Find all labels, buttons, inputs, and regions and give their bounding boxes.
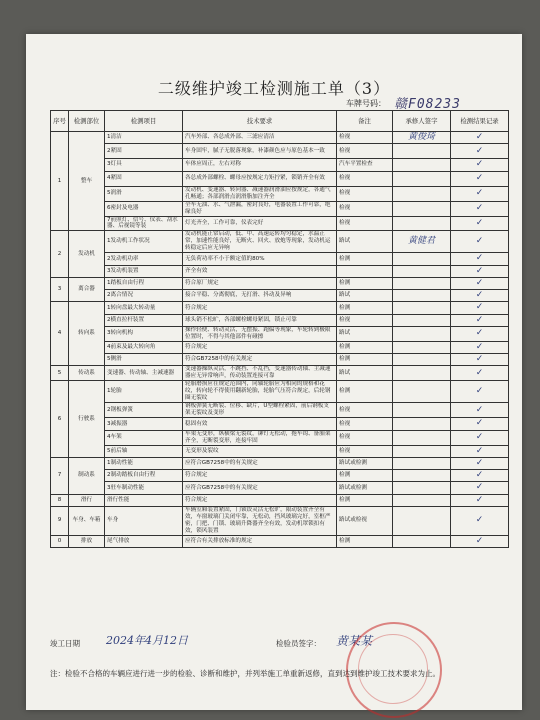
header-no: 序号 — [51, 111, 69, 132]
check-item: 5侧滑 — [105, 354, 183, 366]
table-row — [51, 216, 509, 231]
note: 路试或检视 — [337, 506, 393, 535]
signer-signature — [393, 186, 451, 201]
note: 路试或检测 — [337, 482, 393, 494]
header-requirement: 技术要求 — [183, 111, 337, 132]
table-row — [51, 171, 509, 186]
header-part: 检测部位 — [69, 111, 105, 132]
check-item: 7前照灯、信号、仪表、刮水器、后视镜等装 — [105, 216, 183, 231]
result-check: ✓ — [451, 341, 509, 353]
requirement: 轮胎磨损应在规定范围内，同轴轮胎应为相同的规格和花纹，转向轮不得使用翻新轮胎，轮胎气压符合规定，后轮钢圈无裂纹 — [183, 381, 337, 403]
table-row — [51, 277, 509, 289]
requirement: 符合原厂规定 — [183, 277, 337, 289]
group-number: 2 — [51, 231, 69, 278]
check-item: 1轮胎 — [105, 381, 183, 403]
group-part: 发动机 — [69, 231, 105, 278]
result-check: ✓ — [451, 302, 509, 314]
completion-date-label: 竣工日期 — [50, 639, 80, 648]
note: 检视 — [337, 171, 393, 186]
table-row — [51, 381, 509, 403]
work-order-sheet — [26, 34, 522, 710]
group-part: 离合器 — [69, 277, 105, 302]
result-check: ✓ — [451, 445, 509, 457]
signer-signature — [393, 470, 451, 482]
group-part: 整车 — [69, 132, 105, 231]
check-item: 2横直拉杆装置 — [105, 314, 183, 326]
table-row — [51, 314, 509, 326]
note: 检测 — [337, 253, 393, 265]
requirement: 车辆室厢装置紧固，门锁铰灵活无松旷，限动装置齐全有效，车窗玻璃门关闭牢靠，无松动，挡风玻璃完好，室框严密，门把、门锁、玻璃升降器齐全有效，发动机罩锁扣有效，锁风装置 — [183, 506, 337, 535]
requirement: 接合平稳、分离彻底，无打滑、抖动及异响 — [183, 290, 337, 302]
header-item: 检测项目 — [105, 111, 183, 132]
requirement: 球头销不松旷，各部螺栓螺母紧固，锁止可靠 — [183, 314, 337, 326]
result-check: ✓ — [451, 132, 509, 144]
requirement: 灯光齐全，工作可靠，仪表完好 — [183, 216, 337, 231]
table-row — [51, 403, 509, 418]
requirement: 符合规定 — [183, 302, 337, 314]
check-item: 2离合情况 — [105, 290, 183, 302]
check-item: 1制动性能 — [105, 457, 183, 469]
note: 检视 — [337, 201, 393, 216]
table-row — [51, 430, 509, 445]
inspector-signature: 黄某某 — [336, 634, 373, 648]
check-item: 2钢板弹簧 — [105, 403, 183, 418]
group-part: 行驶系 — [69, 381, 105, 458]
requirement: 全车无油、水、气泄漏，密封良好，电器装置工作可靠，绝缘良好 — [183, 201, 337, 216]
result-check: ✓ — [451, 144, 509, 159]
table-row — [51, 482, 509, 494]
header-result: 检测结果记录 — [451, 111, 509, 132]
result-check: ✓ — [451, 231, 509, 253]
signer-signature — [393, 159, 451, 171]
table-row — [51, 354, 509, 366]
result-check: ✓ — [451, 457, 509, 469]
signer-signature — [393, 341, 451, 353]
signer-signature — [393, 171, 451, 186]
signer-signature — [393, 314, 451, 326]
group-part: 转向系 — [69, 302, 105, 366]
table-row — [51, 506, 509, 535]
signer-signature: 黄俊琦 — [393, 132, 451, 144]
group-number: 5 — [51, 366, 69, 381]
table-row — [51, 341, 509, 353]
note: 路试 — [337, 231, 393, 253]
note: 检视 — [337, 186, 393, 201]
signer-signature — [393, 201, 451, 216]
requirement: 钢板弹簧无断裂、位移、缺片，U型螺栓紧固，前后钢板支架无裂纹及变形 — [183, 403, 337, 418]
check-item: 变速器、传动轴、主减速器 — [105, 366, 183, 381]
signer-signature — [393, 494, 451, 506]
check-item: 2制动踏板自由行程 — [105, 470, 183, 482]
check-item: 3驻车制动性能 — [105, 482, 183, 494]
check-item: 车身 — [105, 506, 183, 535]
signer-signature — [393, 482, 451, 494]
note: 检视 — [337, 445, 393, 457]
requirement: 车体应周正，左右对称 — [183, 159, 337, 171]
signer-signature — [393, 326, 451, 341]
result-check: ✓ — [451, 171, 509, 186]
result-check: ✓ — [451, 253, 509, 265]
check-item: 尾气排放 — [105, 535, 183, 547]
note: 检视 — [337, 216, 393, 231]
table-row — [51, 186, 509, 201]
footer-note: 注：检验不合格的车辆应进行进一步的检验、诊断和维护，并列举施工单重新返修，直到达到维护竣工技术要求为止。 — [50, 669, 440, 678]
signer-signature — [393, 302, 451, 314]
result-check: ✓ — [451, 403, 509, 418]
check-item: 1发动机工作状况 — [105, 231, 183, 253]
check-item: 2发动机功率 — [105, 253, 183, 265]
check-item: 4前束及最大转向角 — [105, 341, 183, 353]
signer-signature — [393, 381, 451, 403]
result-check: ✓ — [451, 470, 509, 482]
header-note: 备注 — [337, 111, 393, 132]
requirement: 无变形及裂纹 — [183, 445, 337, 457]
header-signer: 承修人签字 — [393, 111, 451, 132]
requirement: 符合规定 — [183, 494, 337, 506]
requirement: 变速器操纵灵活，不跳挡、不乱挡，变速器传动轴、主减速器应无异常响声，传动装置连接可靠 — [183, 366, 337, 381]
note: 汽车平置检查 — [337, 159, 393, 171]
plate-number: 赣F08233 — [394, 97, 461, 112]
group-number: 9 — [51, 506, 69, 535]
signer-signature — [393, 290, 451, 302]
requirement: 应符合GB7258中的有关规定 — [183, 457, 337, 469]
requirement: 发动机能正常启动，低、中、高速运转均匀稳定，水温正常，加速性能良好，无断火、回火、放炮等现象，发动机运转稳定后应无异响 — [183, 231, 337, 253]
table-header-row — [51, 111, 509, 132]
signer-signature — [393, 216, 451, 231]
group-number: 4 — [51, 302, 69, 366]
signer-signature — [393, 535, 451, 547]
check-item: 1清洁 — [105, 132, 183, 144]
signer-signature — [393, 418, 451, 430]
table-row — [51, 231, 509, 253]
signer-signature: 黄健君 — [393, 231, 451, 253]
note: 检测 — [337, 341, 393, 353]
check-item: 滑行性能 — [105, 494, 183, 506]
requirement: 车架无变形，纵横梁无裂纹，铆钉无松动，拖车钩、备胎架齐全，无断裂变形，连接牢固 — [183, 430, 337, 445]
note: 检测 — [337, 470, 393, 482]
check-item: 5前后轴 — [105, 445, 183, 457]
note: 路试或检测 — [337, 457, 393, 469]
note: 路试 — [337, 326, 393, 341]
inspector-label: 检验员签字： — [276, 639, 321, 648]
result-check: ✓ — [451, 366, 509, 381]
check-item: 6密封及电器 — [105, 201, 183, 216]
table-row — [51, 159, 509, 171]
table-row — [51, 302, 509, 314]
requirement: 应符合GB7258中的有关规定 — [183, 482, 337, 494]
note: 检测 — [337, 381, 393, 403]
requirement: 无负荷功率不小于额定值的80% — [183, 253, 337, 265]
group-part: 传动系 — [69, 366, 105, 381]
note: 检视 — [337, 418, 393, 430]
requirement: 稳固有效 — [183, 418, 337, 430]
completion-date-value: 2024年4月12日 — [106, 634, 188, 647]
group-part: 制动系 — [69, 457, 105, 494]
note: 检测 — [337, 535, 393, 547]
result-check: ✓ — [451, 159, 509, 171]
requirement: 符合规定 — [183, 470, 337, 482]
note: 检视 — [337, 403, 393, 418]
requirement: 符合GB7258中的有关规定 — [183, 354, 337, 366]
note: 路试 — [337, 290, 393, 302]
note: 检测 — [337, 354, 393, 366]
result-check: ✓ — [451, 535, 509, 547]
check-item: 5润滑 — [105, 186, 183, 201]
group-number: 7 — [51, 457, 69, 494]
result-check: ✓ — [451, 381, 509, 403]
note: 检视 — [337, 314, 393, 326]
table-row — [51, 265, 509, 277]
requirement: 齐全有效 — [183, 265, 337, 277]
result-check: ✓ — [451, 201, 509, 216]
note: 检视 — [337, 430, 393, 445]
signer-signature — [393, 430, 451, 445]
plate-label: 车牌号码： — [346, 99, 386, 108]
table-row — [51, 457, 509, 469]
table-row — [51, 418, 509, 430]
table-row — [51, 144, 509, 159]
table-row — [51, 535, 509, 547]
result-check: ✓ — [451, 314, 509, 326]
group-part: 车身、车箱 — [69, 506, 105, 535]
signer-signature — [393, 506, 451, 535]
result-check: ✓ — [451, 494, 509, 506]
note — [337, 265, 393, 277]
table-row — [51, 445, 509, 457]
signer-signature — [393, 354, 451, 366]
requirement: 符合规定 — [183, 341, 337, 353]
result-check: ✓ — [451, 216, 509, 231]
requirement: 车身固牢，腻子无脱落现象，补漆颜色应与原色基本一致 — [183, 144, 337, 159]
result-check: ✓ — [451, 277, 509, 289]
group-part: 滑行 — [69, 494, 105, 506]
result-check: ✓ — [451, 506, 509, 535]
table-row — [51, 290, 509, 302]
note: 检测 — [337, 302, 393, 314]
signer-signature — [393, 277, 451, 289]
signer-signature — [393, 445, 451, 457]
check-item: 4紧固 — [105, 171, 183, 186]
result-check: ✓ — [451, 482, 509, 494]
requirement: 发动机、变速器、转向器、减速器润滑油应按规定，各通气孔畅通；各部润滑点润滑脂加注齐全 — [183, 186, 337, 201]
signer-signature — [393, 265, 451, 277]
requirement: 汽车外部、各总成外部、三滤应清洁 — [183, 132, 337, 144]
table-row — [51, 201, 509, 216]
table-row — [51, 366, 509, 381]
result-check: ✓ — [451, 326, 509, 341]
requirement: 操作轻便、转动灵活，无摆振、跑偏等现象，车轮转到极限位置时，不得与其他部件有碰擦 — [183, 326, 337, 341]
table-row — [51, 132, 509, 144]
table-row — [51, 470, 509, 482]
table-row — [51, 253, 509, 265]
note: 检测 — [337, 277, 393, 289]
check-item: 1踏板自由行程 — [105, 277, 183, 289]
note: 检测 — [337, 494, 393, 506]
group-number: 1 — [51, 132, 69, 231]
result-check: ✓ — [451, 265, 509, 277]
check-item: 2紧固 — [105, 144, 183, 159]
check-item: 3发动机装置 — [105, 265, 183, 277]
check-item: 1转向盘最大转动量 — [105, 302, 183, 314]
table-row — [51, 494, 509, 506]
result-check: ✓ — [451, 354, 509, 366]
group-part: 排放 — [69, 535, 105, 547]
signer-signature — [393, 144, 451, 159]
note: 检视 — [337, 132, 393, 144]
signer-signature — [393, 366, 451, 381]
group-number: 0 — [51, 535, 69, 547]
inspection-table — [50, 110, 509, 548]
note: 检视 — [337, 144, 393, 159]
table-row — [51, 326, 509, 341]
result-check: ✓ — [451, 290, 509, 302]
check-item: 3减振器 — [105, 418, 183, 430]
group-number: 8 — [51, 494, 69, 506]
signer-signature — [393, 457, 451, 469]
result-check: ✓ — [451, 418, 509, 430]
signer-signature — [393, 253, 451, 265]
check-item: 3转向机构 — [105, 326, 183, 341]
group-number: 6 — [51, 381, 69, 458]
check-item: 4车架 — [105, 430, 183, 445]
note: 路试 — [337, 366, 393, 381]
requirement: 应符合有关排放标准的规定 — [183, 535, 337, 547]
document-title: 二级维护竣工检测施工单（3） — [157, 79, 391, 98]
result-check: ✓ — [451, 186, 509, 201]
signer-signature — [393, 403, 451, 418]
requirement: 各总成外部螺栓、螺母应按规定力矩拧紧，锁销齐全有效 — [183, 171, 337, 186]
result-check: ✓ — [451, 430, 509, 445]
check-item: 3灯具 — [105, 159, 183, 171]
group-number: 3 — [51, 277, 69, 302]
